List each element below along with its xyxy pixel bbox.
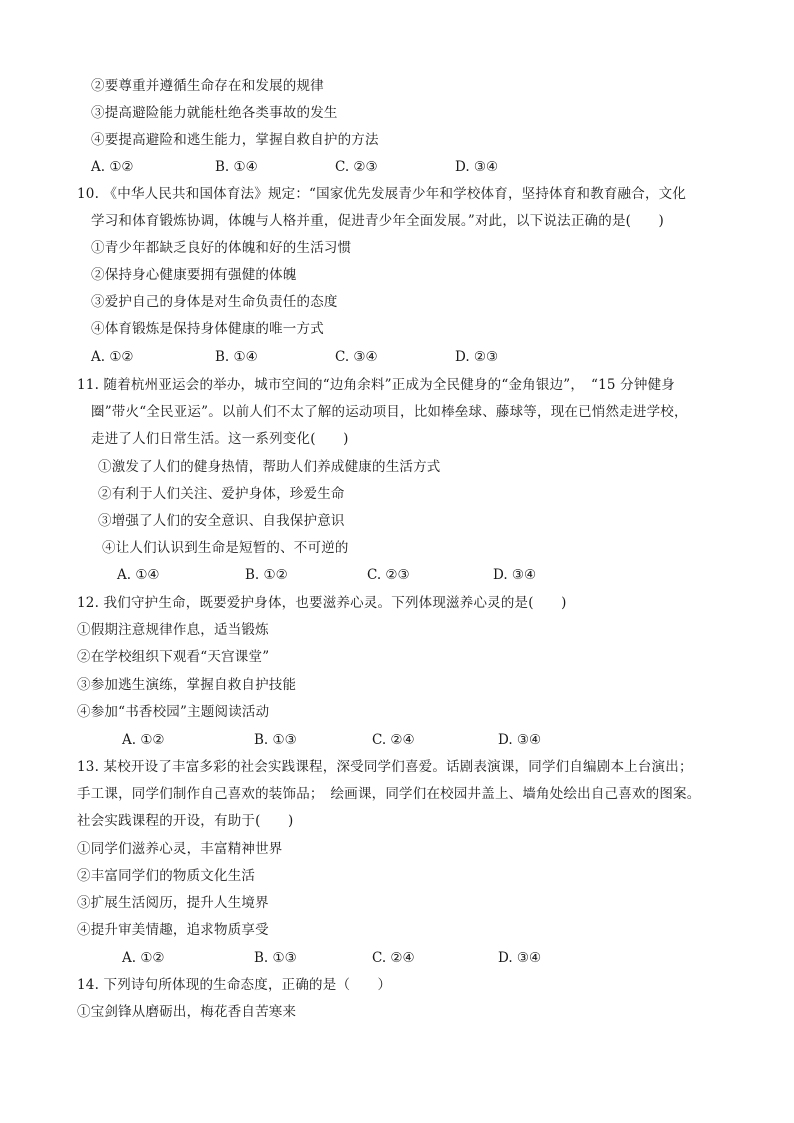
q13-stem-line-1: 13. 某校开设了丰富多彩的社会实践课程，深受同学们喜爱。话剧表演课，同学们自编剧本上台演出； xyxy=(77,759,693,775)
q11-item-4: ④让人们认识到生命是短暂的、不可逆的 xyxy=(102,540,349,556)
q10-stem-line-2: 学习和体育锻炼协调，体魄与人格并重，促进青少年全面发展。”对此，以下说法正确的是( ) xyxy=(91,213,664,229)
q11-item-2: ②有利于人们关注、爱护身体，珍爱生命 xyxy=(98,486,345,502)
q9-option-b: B. ①④ xyxy=(215,159,258,175)
q12-option-a: A. ①② xyxy=(122,732,165,748)
q13-option-b: B. ①③ xyxy=(254,950,297,966)
q13-option-a: A. ①② xyxy=(122,950,165,966)
q10-option-b: B. ①④ xyxy=(215,349,258,365)
q13-item-3: ③扩展生活阅历，提升人生境界 xyxy=(77,895,269,911)
q12-option-d: D. ③④ xyxy=(498,732,542,748)
q11-option-d: D. ③④ xyxy=(493,567,537,583)
q13-item-2: ②丰富同学们的物质文化生活 xyxy=(77,868,256,884)
q13-item-1: ①同学们滋养心灵，丰富精神世界 xyxy=(77,841,283,857)
q11-stem-line-2: 圈”带火“全民亚运”。以前人们不太了解的运动项目，比如棒垒球、藤球等，现在已悄然走进学校， xyxy=(91,404,688,420)
q10-option-c: C. ③④ xyxy=(335,349,378,365)
q12-item-3: ③参加逃生演练，掌握自救自护技能 xyxy=(77,677,297,693)
q10-item-1: ①青少年都缺乏良好的体魄和好的生活习惯 xyxy=(91,240,352,256)
q9-option-a: A. ①② xyxy=(91,159,134,175)
q12-stem: 12. 我们守护生命，既要爱护身体，也要滋养心灵。下列体现滋养心灵的是( ) xyxy=(77,595,567,611)
q13-stem-line-2: 手工课，同学们制作自己喜欢的装饰品； 绘画课，同学们在校园井盖上、墙角处绘出自己喜欢的图案。 xyxy=(77,786,701,802)
q9-option-c: C. ②③ xyxy=(335,159,378,175)
q11-option-a: A. ①④ xyxy=(117,567,160,583)
q11-option-b: B. ①② xyxy=(245,567,288,583)
q14-item-1: ①宝剑锋从磨砺出，梅花香自苦寒来 xyxy=(77,1004,297,1020)
q11-item-1: ①激发了人们的健身热情，帮助人们养成健康的生活方式 xyxy=(98,459,441,475)
q9-option-d: D. ③④ xyxy=(455,159,499,175)
q12-item-1: ①假期注意规律作息，适当锻炼 xyxy=(77,622,269,638)
q10-stem-line-1: 10. 《中华人民共和国体育法》规定：“国家优先发展青少年和学校体育，坚持体育和教育融合，文化 xyxy=(77,186,687,202)
q10-option-d: D. ②③ xyxy=(455,349,499,365)
q11-stem-line-3: 走进了人们日常生活。这一系列变化( ) xyxy=(91,431,349,447)
q10-item-3: ③爱护自己的身体是对生命负责任的态度 xyxy=(91,294,338,310)
q13-stem-line-3: 社会实践课程的开设，有助于( ) xyxy=(77,813,294,829)
q11-option-c: C. ②③ xyxy=(367,567,410,583)
q11-stem-line-1: 11. 随着杭州亚运会的举办，城市空间的“边角余料”正成为全民健身的“金角银边”， “15 分钟健身 xyxy=(77,377,675,393)
q12-option-b: B. ①③ xyxy=(254,732,297,748)
q13-option-c: C. ②④ xyxy=(372,950,415,966)
q10-item-2: ②保持身心健康要拥有强健的体魄 xyxy=(91,267,297,283)
q9-item-2: ②要尊重并遵循生命存在和发展的规律 xyxy=(91,78,324,94)
q12-item-4: ④参加“书香校园”主题阅读活动 xyxy=(77,704,270,720)
q12-item-2: ②在学校组织下观看“天宫课堂” xyxy=(77,649,270,665)
q13-option-d: D. ③④ xyxy=(498,950,542,966)
q10-item-4: ④体育锻炼是保持身体健康的唯一方式 xyxy=(91,321,324,337)
q13-item-4: ④提升审美情趣，追求物质享受 xyxy=(77,922,269,938)
q9-item-3: ③提高避险能力就能杜绝各类事故的发生 xyxy=(91,105,338,121)
q11-item-3: ③增强了人们的安全意识、自我保护意识 xyxy=(98,513,345,529)
q12-option-c: C. ②④ xyxy=(372,732,415,748)
q14-stem: 14. 下列诗句所体现的生命态度，正确的是（ ） xyxy=(77,977,392,993)
q9-item-4: ④要提高避险和逃生能力，掌握自救自护的方法 xyxy=(91,132,379,148)
q10-option-a: A. ①② xyxy=(91,349,134,365)
